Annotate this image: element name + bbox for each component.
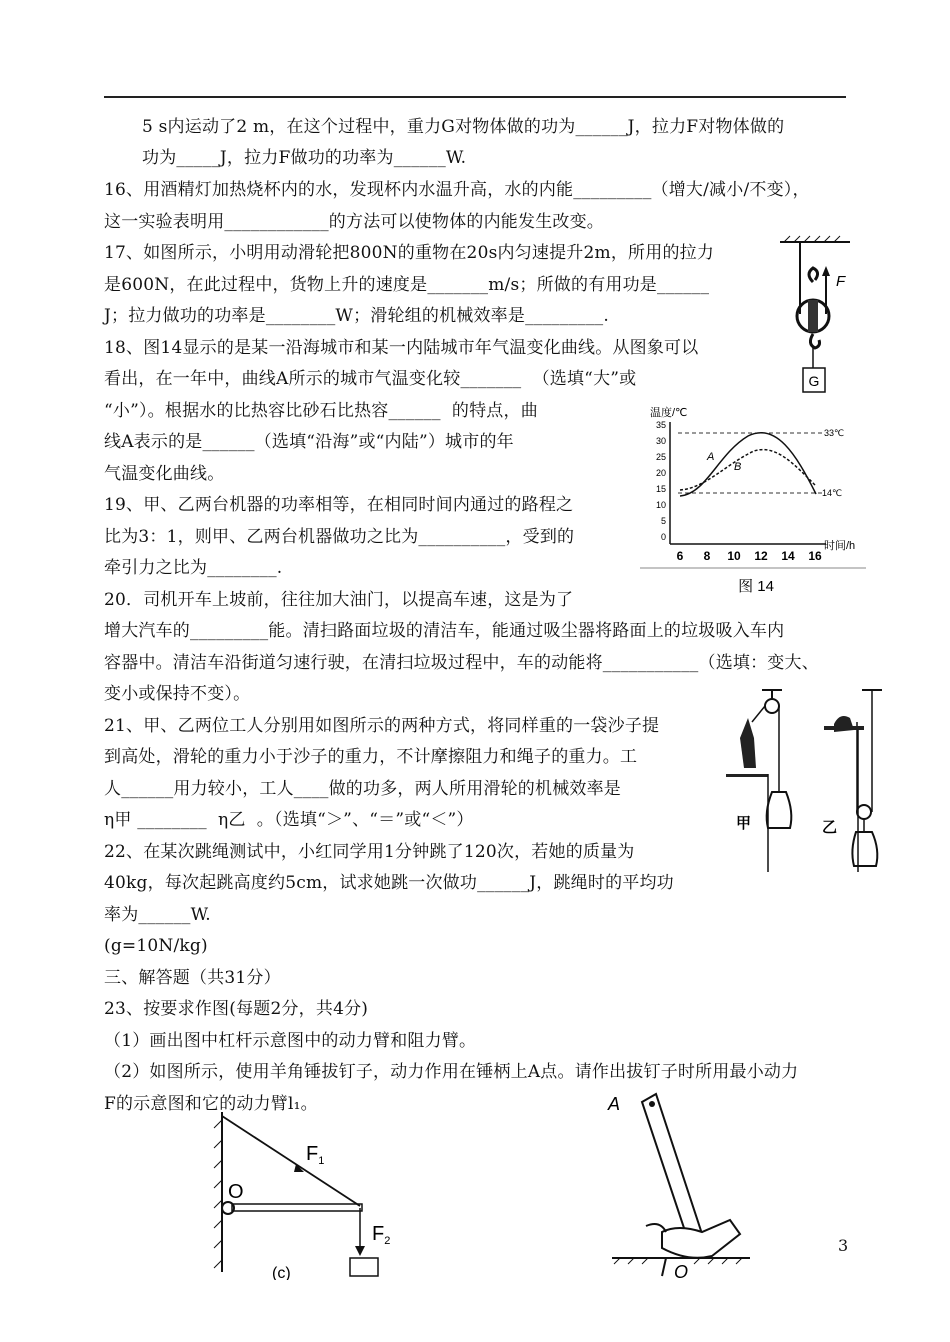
text-line: 看出，在一年中，曲线A所示的城市气温变化较_______ （选填“大”或 <box>104 369 637 389</box>
text-line: 5 s内运动了2 m，在这个过程中，重力G对物体做的功为______J，拉力F对物体做的 <box>142 117 785 137</box>
text-line: 21、甲、乙两位工人分别用如图所示的两种方式，将同样重的一袋沙子提 <box>104 716 660 736</box>
text-line: (g=10N/kg) <box>104 936 208 956</box>
curve-b <box>680 450 816 490</box>
workers-pulley-figure <box>726 682 896 872</box>
text-line: “小”）。根据水的比热容比砂石比热容______ 的特点，曲 <box>104 401 538 421</box>
text-line: 这一实验表明用____________的方法可以使物体的内能发生改变。 <box>104 212 604 232</box>
figure-14-temperature <box>636 404 870 598</box>
text-line: 17、如图所示，小明用动滑轮把800N的重物在20s内匀速提升2m，所用的拉力 <box>104 243 715 263</box>
text-line: 到高处，滑轮的重力小于沙子的重力，不计摩擦阻力和绳子的重力。工 <box>104 747 638 767</box>
force-label-f: F <box>836 273 846 290</box>
text-line: 气温变化曲线。 <box>104 464 225 484</box>
fig14-y-ticks <box>656 420 666 542</box>
fig14-y-tick: 35 <box>655 420 666 430</box>
fig14-caption: 图 14 <box>738 578 774 595</box>
hammer-pivot-o: O <box>674 1262 689 1280</box>
min-temp-label: 14℃ <box>822 488 843 498</box>
text-line: （2）如图所示，使用羊角锤拔钉子，动力作用在锤柄上A点。请作出拔钉子时所用最小动力 <box>104 1062 799 1082</box>
fig14-y-tick: 10 <box>655 500 666 510</box>
text-line: 变小或保持不变）。 <box>104 684 251 704</box>
fig14-ylabel: 温度/℃ <box>650 407 688 419</box>
text-line: J；拉力做功的功率是________W；滑轮组的机械效率是_________. <box>104 306 609 326</box>
fig14-x-tick: 6 <box>676 549 684 563</box>
fig14-xlabel: 时间/h <box>824 540 856 552</box>
text-line: 人______用力较小，工人____做的功多，两人所用滑轮的机械效率是 <box>104 779 621 799</box>
fig14-x-tick: 16 <box>808 549 822 563</box>
text-line: 22、在某次跳绳测试中，小红同学用1分钟跳了120次，若她的质量为 <box>104 842 635 862</box>
text-line: 20．司机开车上坡前，往往加大油门，以提高车速，这是为了 <box>104 590 574 610</box>
pulley-figure <box>770 234 860 400</box>
hammer-point-a: A <box>608 1094 621 1114</box>
lever-pivot-o: O <box>228 1181 244 1203</box>
text-line: 牵引力之比为________. <box>104 558 283 578</box>
text-line: （1）画出图中杠杆示意图中的动力臂和阻力臂。 <box>104 1031 477 1051</box>
text-line: 增大汽车的_________能。清扫路面垃圾的清洁车，能通过吸尘器将路面上的垃圾吸入车内 <box>104 621 785 641</box>
curve-a-label: A <box>707 451 715 463</box>
lever-f1-label: $F_1$ <box>306 1143 325 1167</box>
fig14-x-tick: 10 <box>727 549 741 563</box>
text-line: 16、用酒精灯加热烧杯内的水，发现杯内水温升高，水的内能_________（增大/减小/不变）， <box>104 180 810 200</box>
curve-b-label: B <box>734 461 742 473</box>
fig14-x-ticks <box>677 549 822 563</box>
text-line: 40kg，每次起跳高度约5cm，试求她跳一次做功______J，跳绳时的平均功 <box>104 873 674 893</box>
lever-f2-label: $F_2$ <box>372 1223 391 1247</box>
text-line: F的示意图和它的动力臂l₁。 <box>104 1094 318 1114</box>
fig14-y-tick: 30 <box>655 436 666 446</box>
weight-label-g: G <box>808 373 820 389</box>
fig14-x-tick: 8 <box>703 549 711 563</box>
text-line: 率为______W. <box>104 905 211 925</box>
header-rule <box>104 96 846 98</box>
text-line: 容器中。清洁车沿街道匀速行驶，在清扫垃圾过程中，车的动能将___________（选填：变大、 <box>104 653 819 673</box>
lever-figure <box>200 1106 400 1280</box>
text-line: 功为_____J，拉力F做功的功率为______W. <box>142 148 467 168</box>
text-line: 23、按要求作图(每题2分，共4分) <box>104 999 369 1019</box>
claw-hammer-figure <box>600 1086 760 1280</box>
page-number: 3 <box>838 1236 849 1255</box>
fig14-x-tick: 12 <box>754 549 768 563</box>
text-line: η甲 ________ η乙 。（选填“＞”、“＝”或“＜”） <box>104 810 474 830</box>
fig14-x-tick: 14 <box>781 549 795 563</box>
fig14-y-tick: 25 <box>655 452 666 462</box>
fig14-y-tick: 0 <box>660 532 666 542</box>
text-line: 线A表示的是______（选填“沿海”或“内陆”）城市的年 <box>104 432 514 452</box>
worker-yi-label: 乙 <box>822 819 838 836</box>
text-line: 比为3：1，则甲、乙两台机器做功之比为__________，受到的 <box>104 527 575 547</box>
text-line: 三、解答题（共31分） <box>104 968 281 988</box>
fig14-y-tick: 20 <box>655 468 666 478</box>
curve-a <box>680 433 816 496</box>
text-line: 18、图14显示的是某一沿海城市和某一内陆城市年气温变化曲线。从图象可以 <box>104 338 699 358</box>
text-line: 19、甲、乙两台机器的功率相等，在相同时间内通过的路程之 <box>104 495 574 515</box>
fig14-y-tick: 5 <box>660 516 666 526</box>
fig14-y-tick: 15 <box>655 484 666 494</box>
text-line: 是600N，在此过程中，货物上升的速度是_______m/s；所做的有用功是______ <box>104 275 710 295</box>
worker-jia-label: 甲 <box>736 815 752 832</box>
max-temp-label: 33℃ <box>824 428 845 438</box>
lever-caption: (c) <box>272 1265 291 1280</box>
